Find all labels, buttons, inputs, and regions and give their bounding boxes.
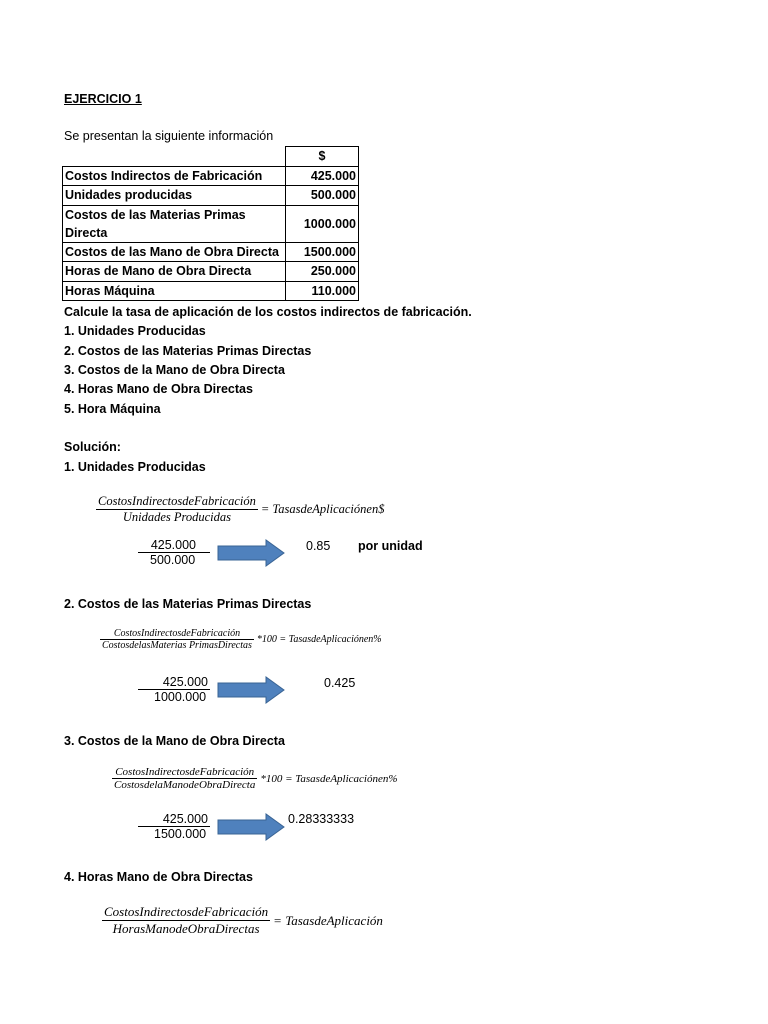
solution-label: Solución: <box>64 440 121 454</box>
formula-numerator: CostosIndirectosdeFabricación <box>98 494 256 508</box>
formula-rhs: *100 = TasasdeAplicaciónen% <box>256 634 382 645</box>
question-text: Calcule la tasa de aplicación de los costos indirectos de fabricación. <box>64 305 472 319</box>
exercise-title: EJERCICIO 1 <box>64 92 142 106</box>
table-header-row <box>63 147 359 167</box>
table-row-value: 1500.000 <box>286 242 359 262</box>
table-row-label: Horas de Mano de Obra Directa <box>63 262 286 282</box>
calc-numerator: 425.000 <box>150 538 196 552</box>
formula-numerator: CostosIndirectosdeFabricación <box>100 628 254 640</box>
table-row-label: Horas Máquina <box>63 281 286 301</box>
formula-numerator: CostosIndirectosdeFabricación <box>112 766 257 779</box>
formula-3 <box>112 766 398 791</box>
formula-1 <box>96 494 384 525</box>
section-heading: 3. Costos de la Mano de Obra Directa <box>64 734 285 748</box>
calc-result: 0.28333333 <box>288 812 355 826</box>
formula-denominator: Unidades Producidas <box>122 510 232 524</box>
table-row-label: Costos de las Mano de Obra Directa <box>63 242 286 262</box>
calc-result: 0.425 <box>324 676 356 690</box>
table-row-value: 110.000 <box>286 281 359 301</box>
section-heading: 2. Costos de las Materias Primas Directas <box>64 597 312 611</box>
calc-numerator: 425.000 <box>162 812 208 826</box>
table-row-value: 425.000 <box>286 166 359 186</box>
table-row-label: Unidades producidas <box>63 186 286 206</box>
table-header-currency: $ <box>286 147 359 167</box>
list-item: 1. Unidades Producidas <box>64 324 206 338</box>
list-item: 3. Costos de la Mano de Obra Directa <box>64 363 285 377</box>
table-row-value: 500.000 <box>286 186 359 206</box>
section-heading: 1. Unidades Producidas <box>64 460 206 474</box>
table-row-label: Costos de las Materias Primas Directa <box>63 205 286 242</box>
list-item: 4. Horas Mano de Obra Directas <box>64 382 253 396</box>
table-row <box>63 242 359 262</box>
table-row-value: 250.000 <box>286 262 359 282</box>
calc-fraction-1 <box>138 538 210 567</box>
calc-denominator: 500.000 <box>150 553 196 567</box>
arrow-right-icon <box>216 675 286 705</box>
formula-numerator: CostosIndirectosdeFabricación <box>104 904 269 919</box>
arrow-right-icon <box>216 812 286 842</box>
calc-fraction-2 <box>138 675 210 704</box>
calc-result: 0.85 <box>306 539 331 553</box>
list-item: 5. Hora Máquina <box>64 402 161 416</box>
data-table <box>62 146 359 301</box>
formula-rhs: *100 = TasasdeAplicaciónen% <box>260 772 398 785</box>
formula-4 <box>102 904 383 937</box>
table-row-label: Costos Indirectos de Fabricación <box>63 166 286 186</box>
formula-denominator: HorasManodeObraDirectas <box>112 921 260 936</box>
table-header-empty <box>63 147 286 167</box>
calc-numerator: 425.000 <box>162 675 208 689</box>
formula-denominator: CostosdelaManodeObraDirecta <box>114 779 256 791</box>
section-heading: 4. Horas Mano de Obra Directas <box>64 870 253 884</box>
calc-fraction-3 <box>138 812 210 841</box>
calc-denominator: 1500.000 <box>154 827 207 841</box>
calc-unit: por unidad <box>358 539 423 553</box>
table-row-value: 1000.000 <box>286 205 359 242</box>
list-item: 2. Costos de las Materias Primas Directas <box>64 344 312 358</box>
table-row <box>63 262 359 282</box>
table-row <box>63 281 359 301</box>
formula-denominator: CostosdelasMaterias PrimasDirectas <box>102 640 252 651</box>
formula-rhs: = TasasdeAplicación <box>273 912 383 928</box>
intro-text: Se presentan la siguiente información <box>64 129 274 143</box>
arrow-right-icon <box>216 538 286 568</box>
calc-denominator: 1000.000 <box>154 690 207 704</box>
formula-2 <box>100 628 382 651</box>
table-row <box>63 166 359 186</box>
table-row <box>63 186 359 206</box>
formula-rhs: = TasasdeAplicaciónen$ <box>260 502 385 516</box>
table-row <box>63 205 359 242</box>
